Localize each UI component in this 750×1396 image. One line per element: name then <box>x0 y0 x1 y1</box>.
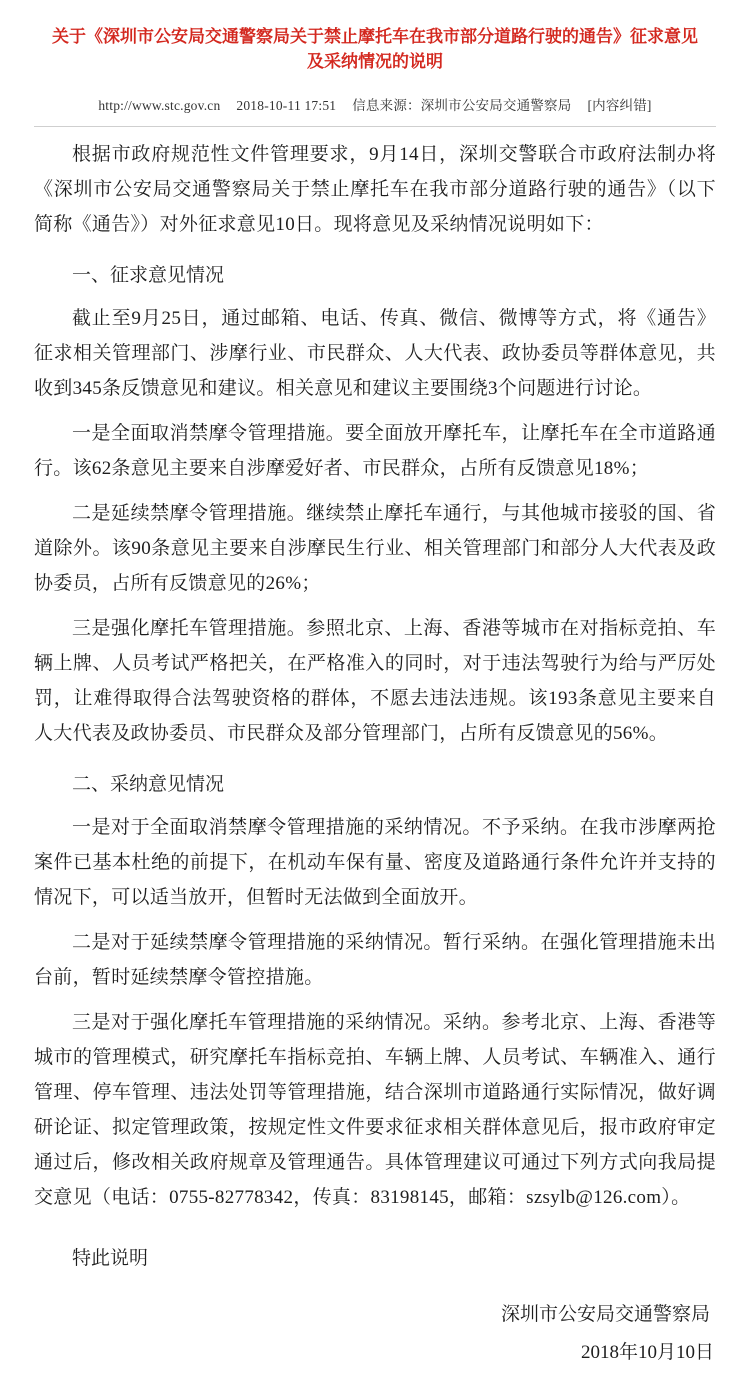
bottom-spacer <box>34 1370 716 1376</box>
content-correction-link[interactable]: [内容纠错] <box>587 98 652 113</box>
signature-organization: 深圳市公安局交通警察局 <box>500 1304 710 1325</box>
paragraph-opinion-2: 二是延续禁摩令管理措施。继续禁止摩托车通行，与其他城市接驳的国、省道除外。该90条意见主要来自涉摩民生行业、相关管理部门和部分人大代表及政协委员，占所有反馈意见的26%； <box>34 503 716 594</box>
paragraph-feedback-summary: 截止至9月25日，通过邮箱、电话、传真、微信、微博等方式，将《通告》征求相关管理部门、涉摩行业、市民群众、人大代表、政协委员等群体意见，共收到345条反馈意见和建议。相关意见和建议主要围绕3个问题进行讨论。 <box>34 308 716 399</box>
paragraph-adoption-2: 二是对于延续禁摩令管理措施的采纳情况。暂行采纳。在强化管理措施未出台前，暂时延续禁摩令管控措施。 <box>34 932 716 988</box>
closing-statement: 特此说明 <box>72 1248 149 1269</box>
paragraph-adoption-1: 一是对于全面取消禁摩令管理措施的采纳情况。不予采纳。在我市涉摩两抢案件已基本杜绝的前提下，在机动车保有量、密度及道路通行条件允许并支持的情况下，可以适当放开，但暂时无法做到全面放开。 <box>34 817 716 908</box>
source-label: 信息来源： <box>352 98 421 113</box>
paragraph-opinion-3: 三是强化摩托车管理措施。参照北京、上海、香港等城市在对指标竞拍、车辆上牌、人员考试严格把关，在严格准入的同时，对于违法驾驶行为给与严厉处罚，让难得取得合法驾驶资格的群体，不愿去违法违规。该193条意见主要来自人大代表及政协委员、市民群众及部分管理部门，占所有反馈意见的56%。 <box>34 618 716 744</box>
source-value: 深圳市公安局交通警察局 <box>420 98 572 113</box>
header-divider <box>34 126 716 127</box>
page-title: 关于《深圳市公安局交通警察局关于禁止摩托车在我市部分道路行驶的通告》征求意见及采纳情况的说明 <box>52 27 698 71</box>
document-meta <box>34 94 716 114</box>
paragraph-intro: 根据市政府规范性文件管理要求，9月14日，深圳交警联合市政府法制办将《深圳市公安局交通警察局关于禁止摩托车在我市部分道路行驶的通告》（以下简称《通告》）对外征求意见10日。现将意见及采纳情况说明如下： <box>34 144 716 235</box>
section-heading-1: 一、征求意见情况 <box>72 265 225 286</box>
section-heading-2: 二、采纳意见情况 <box>72 774 225 795</box>
paragraph-opinion-1: 一是全面取消禁摩令管理措施。要全面放开摩托车，让摩托车在全市道路通行。该62条意见主要来自涉摩爱好者、市民群众，占所有反馈意见18%； <box>34 423 716 479</box>
publish-datetime: 2018-10-11 17:51 <box>236 98 337 113</box>
signature-date: 2018年10月10日 <box>580 1342 714 1363</box>
paragraph-adoption-3: 三是对于强化摩托车管理措施的采纳情况。采纳。参考北京、上海、香港等城市的管理模式，研究摩托车指标竞拍、车辆上牌、人员考试、车辆准入、通行管理、停车管理、违法处罚等管理措施，结合深圳市道路通行实际情况，做好调研论证、拟定管理政策，按规定性文件要求征求相关群体意见后，报市政府审定通过后，修改相关政府规章及管理通告。具体管理建议可通过下列方式向我局提交意见（电话：0755-82778342，传真：83198145，邮箱：szsylb@126.com）。 <box>34 1012 716 1208</box>
source-url[interactable]: http://www.stc.gov.cn <box>98 98 221 113</box>
